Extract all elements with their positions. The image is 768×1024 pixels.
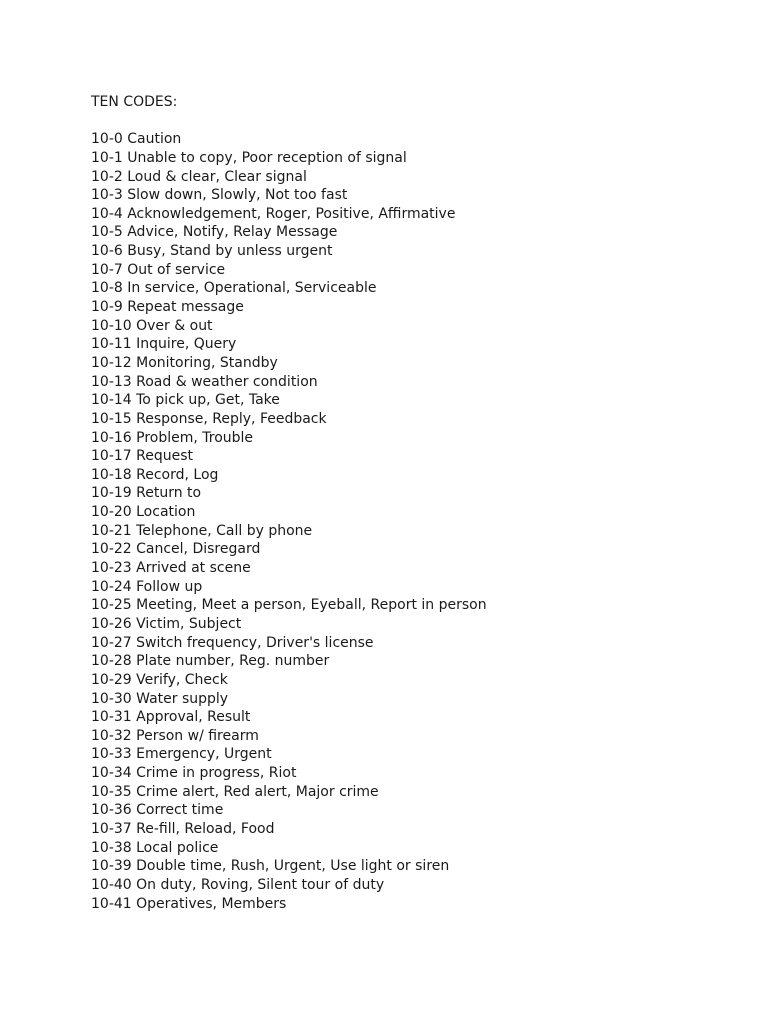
list-item: 10-25 Meeting, Meet a person, Eyeball, Report in person: [91, 597, 487, 614]
list-item: 10-21 Telephone, Call by phone: [91, 522, 313, 539]
list-item: 10-41 Operatives, Members: [91, 895, 287, 912]
list-item: 10-1 Unable to copy, Poor reception of signal: [91, 149, 407, 166]
document-title: TEN CODES:: [91, 94, 178, 110]
ten-codes-list: [91, 130, 487, 913]
list-item: 10-24 Follow up: [91, 578, 203, 595]
list-item: 10-38 Local police: [91, 839, 219, 856]
list-item: 10-18 Record, Log: [91, 466, 219, 483]
list-item: 10-12 Monitoring, Standby: [91, 354, 278, 371]
list-item: 10-26 Victim, Subject: [91, 615, 242, 632]
list-item: 10-10 Over & out: [91, 317, 213, 334]
list-item: 10-34 Crime in progress, Riot: [91, 765, 297, 782]
list-item: 10-8 In service, Operational, Serviceable: [91, 280, 377, 297]
list-item: 10-28 Plate number, Reg. number: [91, 653, 330, 670]
list-item: 10-35 Crime alert, Red alert, Major crime: [91, 783, 379, 800]
list-item: 10-37 Re-fill, Reload, Food: [91, 820, 275, 837]
list-item: 10-32 Person w/ firearm: [91, 727, 259, 744]
list-item: 10-7 Out of service: [91, 261, 226, 278]
list-item: 10-40 On duty, Roving, Silent tour of duty: [91, 876, 385, 893]
list-item: 10-33 Emergency, Urgent: [91, 746, 272, 763]
list-item: 10-3 Slow down, Slowly, Not too fast: [91, 187, 348, 204]
list-item: 10-11 Inquire, Query: [91, 336, 237, 353]
list-item: 10-22 Cancel, Disregard: [91, 541, 261, 558]
list-item: 10-5 Advice, Notify, Relay Message: [91, 224, 338, 241]
list-item: 10-27 Switch frequency, Driver's license: [91, 634, 374, 651]
list-item: 10-0 Caution: [91, 131, 182, 148]
list-item: 10-20 Location: [91, 504, 196, 521]
list-item: 10-2 Loud & clear, Clear signal: [91, 168, 307, 185]
list-item: 10-30 Water supply: [91, 690, 229, 707]
list-item: 10-9 Repeat message: [91, 299, 244, 316]
blank-line: [91, 112, 487, 131]
list-item: 10-39 Double time, Rush, Urgent, Use light or siren: [91, 858, 450, 875]
list-item: 10-13 Road & weather condition: [91, 373, 318, 390]
list-item: 10-31 Approval, Result: [91, 709, 251, 726]
list-item: 10-16 Problem, Trouble: [91, 429, 254, 446]
document-content: [91, 93, 487, 913]
list-item: 10-6 Busy, Stand by unless urgent: [91, 243, 333, 260]
list-item: 10-23 Arrived at scene: [91, 560, 251, 577]
list-item: 10-19 Return to: [91, 485, 202, 502]
list-item: 10-4 Acknowledgement, Roger, Positive, Affirmative: [91, 205, 456, 222]
list-item: 10-17 Request: [91, 448, 193, 465]
list-item: 10-15 Response, Reply, Feedback: [91, 410, 327, 427]
list-item: 10-14 To pick up, Get, Take: [91, 392, 280, 409]
list-item: 10-36 Correct time: [91, 802, 224, 819]
list-item: 10-29 Verify, Check: [91, 671, 228, 688]
